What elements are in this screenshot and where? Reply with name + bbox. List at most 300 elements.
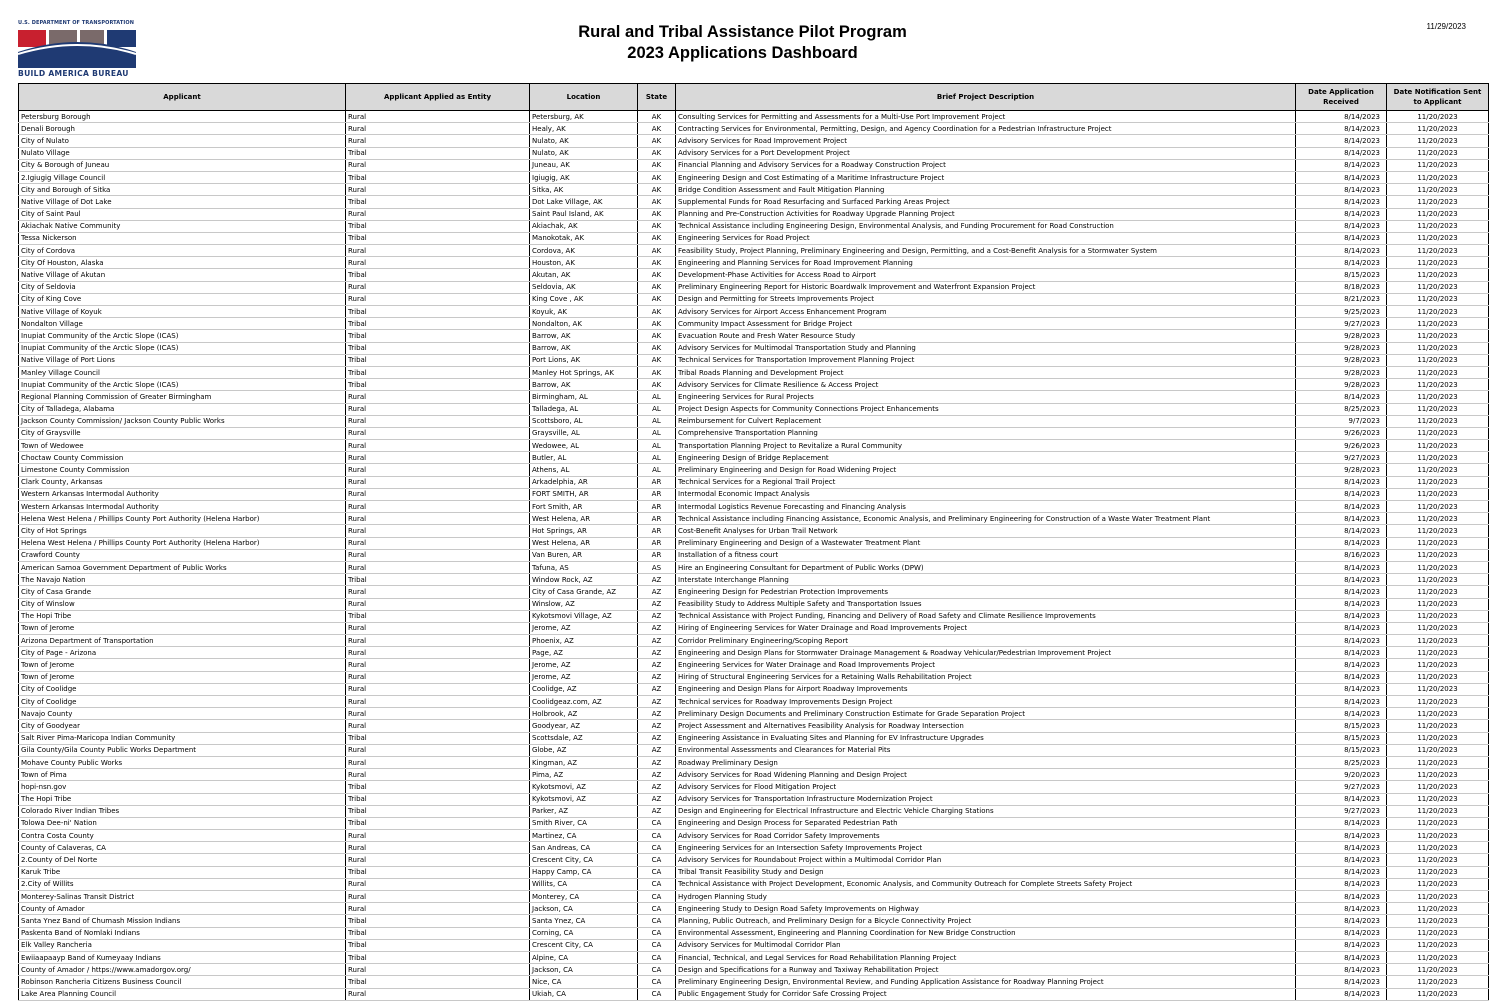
state-cell: AK — [638, 208, 676, 220]
entity-cell: Rural — [346, 683, 530, 695]
applicant-cell: City of Coolidge — [19, 683, 346, 695]
date-notified-cell: 11/20/2023 — [1387, 610, 1489, 622]
state-cell: AZ — [638, 756, 676, 768]
entity-cell: Rural — [346, 184, 530, 196]
description-cell: Advisory Services for Road Improvement Project — [676, 135, 1296, 147]
entity-cell: Rural — [346, 208, 530, 220]
table-row — [19, 501, 1489, 513]
entity-cell: Rural — [346, 464, 530, 476]
table-row — [19, 561, 1489, 573]
entity-cell: Rural — [346, 878, 530, 890]
applicant-cell: County of Calaveras, CA — [19, 842, 346, 854]
date-received-cell: 8/14/2023 — [1296, 854, 1387, 866]
location-cell: FORT SMITH, AR — [530, 488, 638, 500]
location-cell: Scottsdale, AZ — [530, 732, 638, 744]
col-header-location: Location — [530, 84, 638, 111]
date-notified-cell: 11/20/2023 — [1387, 488, 1489, 500]
entity-cell: Rural — [346, 135, 530, 147]
state-cell: AZ — [638, 793, 676, 805]
description-cell: Design and Engineering for Electrical Infrastructure and Electric Vehicle Charging Stations — [676, 805, 1296, 817]
table-row — [19, 744, 1489, 756]
location-cell: Nice, CA — [530, 976, 638, 988]
location-cell: Scottsboro, AL — [530, 415, 638, 427]
description-cell: Installation of a fitness court — [676, 549, 1296, 561]
entity-cell: Tribal — [346, 379, 530, 391]
state-cell: AZ — [638, 708, 676, 720]
location-cell: King Cove , AK — [530, 293, 638, 305]
table-row — [19, 549, 1489, 561]
description-cell: Engineering Services for Rural Projects — [676, 391, 1296, 403]
date-received-cell: 8/14/2023 — [1296, 842, 1387, 854]
date-received-cell: 9/27/2023 — [1296, 318, 1387, 330]
entity-cell: Rural — [346, 769, 530, 781]
table-row — [19, 720, 1489, 732]
applicant-cell: hopi-nsn.gov — [19, 781, 346, 793]
applicant-cell: Ewiiaapaayp Band of Kumeyaay Indians — [19, 951, 346, 963]
state-cell: AK — [638, 159, 676, 171]
state-cell: AZ — [638, 671, 676, 683]
date-notified-cell: 11/20/2023 — [1387, 342, 1489, 354]
table-header-row — [19, 84, 1489, 111]
applicant-cell: Manley Village Council — [19, 366, 346, 378]
applicant-cell: City of Graysville — [19, 427, 346, 439]
state-cell: AK — [638, 354, 676, 366]
date-received-cell: 8/14/2023 — [1296, 817, 1387, 829]
date-received-cell: 8/14/2023 — [1296, 976, 1387, 988]
page-subtitle: 2023 Applications Dashboard — [627, 44, 858, 62]
location-cell: Smith River, CA — [530, 817, 638, 829]
location-cell: San Andreas, CA — [530, 842, 638, 854]
entity-cell: Rural — [346, 391, 530, 403]
date-received-cell: 8/14/2023 — [1296, 525, 1387, 537]
date-received-cell: 8/14/2023 — [1296, 123, 1387, 135]
description-cell: Feasibility Study to Address Multiple Safety and Transportation Issues — [676, 598, 1296, 610]
state-cell: AZ — [638, 805, 676, 817]
date-notified-cell: 11/20/2023 — [1387, 440, 1489, 452]
location-cell: Ukiah, CA — [530, 988, 638, 1000]
entity-cell: Rural — [346, 671, 530, 683]
entity-cell: Rural — [346, 830, 530, 842]
table-row — [19, 622, 1489, 634]
applicant-cell: Nulato Village — [19, 147, 346, 159]
description-cell: Reimbursement for Culvert Replacement — [676, 415, 1296, 427]
location-cell: Kykotsmovi Village, AZ — [530, 610, 638, 622]
date-received-cell: 8/15/2023 — [1296, 732, 1387, 744]
date-received-cell: 8/21/2023 — [1296, 293, 1387, 305]
state-cell: AK — [638, 269, 676, 281]
date-notified-cell: 11/20/2023 — [1387, 720, 1489, 732]
description-cell: Advisory Services for Roundabout Project within a Multimodal Corridor Plan — [676, 854, 1296, 866]
description-cell: Preliminary Engineering Report for Historic Boardwalk Improvement and Waterfront Expansion Project — [676, 281, 1296, 293]
date-received-cell: 9/28/2023 — [1296, 366, 1387, 378]
table-row — [19, 440, 1489, 452]
state-cell: AZ — [638, 610, 676, 622]
table-row — [19, 111, 1489, 123]
date-received-cell: 9/27/2023 — [1296, 781, 1387, 793]
date-received-cell: 9/28/2023 — [1296, 354, 1387, 366]
col-header-date-notified: Date Notification Sent to Applicant — [1387, 84, 1489, 111]
table-row — [19, 452, 1489, 464]
entity-cell: Rural — [346, 501, 530, 513]
state-cell: CA — [638, 830, 676, 842]
table-row — [19, 354, 1489, 366]
location-cell: Igiugig, AK — [530, 171, 638, 183]
date-received-cell: 8/14/2023 — [1296, 501, 1387, 513]
state-cell: AK — [638, 171, 676, 183]
date-notified-cell: 11/20/2023 — [1387, 171, 1489, 183]
date-received-cell: 8/14/2023 — [1296, 696, 1387, 708]
state-cell: AL — [638, 415, 676, 427]
table-row — [19, 257, 1489, 269]
date-received-cell: 8/14/2023 — [1296, 220, 1387, 232]
date-received-cell: 8/14/2023 — [1296, 891, 1387, 903]
entity-cell: Rural — [346, 111, 530, 123]
applicant-cell: Santa Ynez Band of Chumash Mission Indians — [19, 915, 346, 927]
state-cell: AK — [638, 135, 676, 147]
state-cell: CA — [638, 988, 676, 1000]
description-cell: Contracting Services for Environmental, Permitting, Design, and Agency Coordination for a Pedestrian Infrastructure Project — [676, 123, 1296, 135]
entity-cell: Tribal — [346, 939, 530, 951]
table-row — [19, 842, 1489, 854]
date-notified-cell: 11/20/2023 — [1387, 756, 1489, 768]
entity-cell: Tribal — [346, 817, 530, 829]
state-cell: AR — [638, 476, 676, 488]
date-received-cell: 9/28/2023 — [1296, 342, 1387, 354]
entity-cell: Rural — [346, 245, 530, 257]
description-cell: Engineering Assistance in Evaluating Sites and Planning for EV Infrastructure Upgrades — [676, 732, 1296, 744]
description-cell: Corridor Preliminary Engineering/Scoping Report — [676, 635, 1296, 647]
description-cell: Comprehensive Transportation Planning — [676, 427, 1296, 439]
state-cell: AK — [638, 123, 676, 135]
date-notified-cell: 11/20/2023 — [1387, 574, 1489, 586]
entity-cell: Tribal — [346, 147, 530, 159]
table-row — [19, 988, 1489, 1000]
table-row — [19, 318, 1489, 330]
date-notified-cell: 11/20/2023 — [1387, 245, 1489, 257]
date-received-cell: 9/7/2023 — [1296, 415, 1387, 427]
entity-cell: Rural — [346, 622, 530, 634]
state-cell: CA — [638, 878, 676, 890]
location-cell: Pima, AZ — [530, 769, 638, 781]
description-cell: Evacuation Route and Fresh Water Resource Study — [676, 330, 1296, 342]
date-notified-cell: 11/20/2023 — [1387, 622, 1489, 634]
applicant-cell: The Navajo Nation — [19, 574, 346, 586]
applicant-cell: 2.Igiugig Village Council — [19, 171, 346, 183]
applicant-cell: City and Borough of Sitka — [19, 184, 346, 196]
description-cell: Engineering and Design Process for Separated Pedestrian Path — [676, 817, 1296, 829]
description-cell: Hiring of Structural Engineering Services for a Retaining Walls Rehabilitation Project — [676, 671, 1296, 683]
applicant-cell: Robinson Rancheria Citizens Business Council — [19, 976, 346, 988]
applicant-cell: Inupiat Community of the Arctic Slope (ICAS) — [19, 330, 346, 342]
description-cell: Engineering and Planning Services for Road Improvement Planning — [676, 257, 1296, 269]
state-cell: AZ — [638, 781, 676, 793]
applicant-cell: Inupiat Community of the Arctic Slope (ICAS) — [19, 379, 346, 391]
state-cell: AR — [638, 513, 676, 525]
state-cell: AL — [638, 403, 676, 415]
location-cell: Sitka, AK — [530, 184, 638, 196]
date-received-cell: 8/14/2023 — [1296, 647, 1387, 659]
location-cell: Kykotsmovi, AZ — [530, 793, 638, 805]
date-received-cell: 8/14/2023 — [1296, 171, 1387, 183]
location-cell: Nulato, AK — [530, 147, 638, 159]
date-received-cell: 8/14/2023 — [1296, 232, 1387, 244]
date-notified-cell: 11/20/2023 — [1387, 427, 1489, 439]
location-cell: Coolidge, AZ — [530, 683, 638, 695]
location-cell: Crescent City, CA — [530, 939, 638, 951]
date-notified-cell: 11/20/2023 — [1387, 476, 1489, 488]
location-cell: Arkadelphia, AR — [530, 476, 638, 488]
date-notified-cell: 11/20/2023 — [1387, 549, 1489, 561]
applicant-cell: Town of Wedowee — [19, 440, 346, 452]
state-cell: AK — [638, 330, 676, 342]
location-cell: Hot Springs, AR — [530, 525, 638, 537]
entity-cell: Rural — [346, 476, 530, 488]
description-cell: Environmental Assessments and Clearances for Material Pits — [676, 744, 1296, 756]
description-cell: Technical services for Roadway Improvements Design Project — [676, 696, 1296, 708]
table-row — [19, 232, 1489, 244]
state-cell: AZ — [638, 744, 676, 756]
table-row — [19, 903, 1489, 915]
table-row — [19, 171, 1489, 183]
description-cell: Intermodal Logistics Revenue Forecasting and Financing Analysis — [676, 501, 1296, 513]
date-notified-cell: 11/20/2023 — [1387, 891, 1489, 903]
applicant-cell: Crawford County — [19, 549, 346, 561]
date-notified-cell: 11/20/2023 — [1387, 964, 1489, 976]
location-cell: Manokotak, AK — [530, 232, 638, 244]
location-cell: Fort Smith, AR — [530, 501, 638, 513]
date-notified-cell: 11/20/2023 — [1387, 671, 1489, 683]
description-cell: Technical Assistance including Engineering Design, Environmental Analysis, and Funding Procurement for Road Construction — [676, 220, 1296, 232]
date-notified-cell: 11/20/2023 — [1387, 135, 1489, 147]
description-cell: Engineering and Design Plans for Airport Roadway Improvements — [676, 683, 1296, 695]
location-cell: Holbrook, AZ — [530, 708, 638, 720]
applicant-cell: Town of Jerome — [19, 671, 346, 683]
applicant-cell: City of Casa Grande — [19, 586, 346, 598]
date-notified-cell: 11/20/2023 — [1387, 939, 1489, 951]
date-received-cell: 8/16/2023 — [1296, 549, 1387, 561]
description-cell: Advisory Services for Road Corridor Safety Improvements — [676, 830, 1296, 842]
location-cell: Koyuk, AK — [530, 306, 638, 318]
date-notified-cell: 11/20/2023 — [1387, 769, 1489, 781]
state-cell: CA — [638, 964, 676, 976]
table-row — [19, 817, 1489, 829]
description-cell: Engineering Services for Water Drainage and Road Improvements Project — [676, 659, 1296, 671]
description-cell: Preliminary Engineering Design, Environmental Review, and Funding Application Assistance for Roadway Planning Project — [676, 976, 1296, 988]
date-notified-cell: 11/20/2023 — [1387, 708, 1489, 720]
state-cell: AK — [638, 196, 676, 208]
date-notified-cell: 11/20/2023 — [1387, 830, 1489, 842]
table-row — [19, 306, 1489, 318]
table-row — [19, 610, 1489, 622]
applicant-cell: Tessa Nickerson — [19, 232, 346, 244]
state-cell: CA — [638, 927, 676, 939]
state-cell: AK — [638, 318, 676, 330]
state-cell: AZ — [638, 696, 676, 708]
description-cell: Supplemental Funds for Road Resurfacing and Surfaced Parking Areas Project — [676, 196, 1296, 208]
table-row — [19, 464, 1489, 476]
date-received-cell: 8/14/2023 — [1296, 147, 1387, 159]
entity-cell: Tribal — [346, 232, 530, 244]
applicant-cell: Gila County/Gila County Public Works Department — [19, 744, 346, 756]
description-cell: Design and Permitting for Streets Improvements Project — [676, 293, 1296, 305]
applicant-cell: City of Saint Paul — [19, 208, 346, 220]
date-received-cell: 8/14/2023 — [1296, 622, 1387, 634]
state-cell: CA — [638, 891, 676, 903]
entity-cell: Tribal — [346, 196, 530, 208]
description-cell: Planning, Public Outreach, and Preliminary Design for a Bicycle Connectivity Project — [676, 915, 1296, 927]
table-row — [19, 513, 1489, 525]
location-cell: Saint Paul Island, AK — [530, 208, 638, 220]
location-cell: Barrow, AK — [530, 342, 638, 354]
date-notified-cell: 11/20/2023 — [1387, 208, 1489, 220]
date-received-cell: 9/27/2023 — [1296, 452, 1387, 464]
date-received-cell: 8/14/2023 — [1296, 184, 1387, 196]
entity-cell: Tribal — [346, 927, 530, 939]
agency-line: U.S. DEPARTMENT OF TRANSPORTATION — [18, 20, 134, 26]
location-cell: Window Rock, AZ — [530, 574, 638, 586]
description-cell: Project Assessment and Alternatives Feasibility Analysis for Roadway Intersection — [676, 720, 1296, 732]
date-received-cell: 8/25/2023 — [1296, 403, 1387, 415]
description-cell: Intermodal Economic Impact Analysis — [676, 488, 1296, 500]
date-received-cell: 8/14/2023 — [1296, 988, 1387, 1000]
table-row — [19, 245, 1489, 257]
date-notified-cell: 11/20/2023 — [1387, 635, 1489, 647]
entity-cell: Rural — [346, 123, 530, 135]
date-notified-cell: 11/20/2023 — [1387, 805, 1489, 817]
location-cell: Barrow, AK — [530, 330, 638, 342]
applicant-cell: Karuk Tribe — [19, 866, 346, 878]
state-cell: AR — [638, 488, 676, 500]
table-row — [19, 293, 1489, 305]
applicant-cell: City of Page - Arizona — [19, 647, 346, 659]
table-row — [19, 964, 1489, 976]
table-row — [19, 427, 1489, 439]
description-cell: Advisory Services for Flood Mitigation Project — [676, 781, 1296, 793]
entity-cell: Rural — [346, 586, 530, 598]
date-received-cell: 8/14/2023 — [1296, 793, 1387, 805]
table-row — [19, 659, 1489, 671]
description-cell: Technical Assistance with Project Development, Economic Analysis, and Community Outreach for Complete Streets Safety Project — [676, 878, 1296, 890]
location-cell: Talladega, AL — [530, 403, 638, 415]
table-row — [19, 708, 1489, 720]
entity-cell: Tribal — [346, 610, 530, 622]
applicant-cell: Native Village of Port Lions — [19, 354, 346, 366]
table-row — [19, 488, 1489, 500]
date-received-cell: 9/27/2023 — [1296, 805, 1387, 817]
applicant-cell: City of Coolidge — [19, 696, 346, 708]
entity-cell: Tribal — [346, 342, 530, 354]
description-cell: Preliminary Design Documents and Preliminary Construction Estimate for Grade Separation Project — [676, 708, 1296, 720]
state-cell: AK — [638, 306, 676, 318]
description-cell: Cost-Benefit Analyses for Urban Trail Network — [676, 525, 1296, 537]
applicant-cell: Inupiat Community of the Arctic Slope (ICAS) — [19, 342, 346, 354]
location-cell: Jackson, CA — [530, 964, 638, 976]
applicant-cell: Monterey-Salinas Transit District — [19, 891, 346, 903]
date-notified-cell: 11/20/2023 — [1387, 318, 1489, 330]
applicant-cell: Town of Jerome — [19, 622, 346, 634]
location-cell: Kykotsmovi, AZ — [530, 781, 638, 793]
date-received-cell: 9/28/2023 — [1296, 379, 1387, 391]
entity-cell: Tribal — [346, 915, 530, 927]
date-notified-cell: 11/20/2023 — [1387, 854, 1489, 866]
entity-cell: Tribal — [346, 269, 530, 281]
location-cell: Akutan, AK — [530, 269, 638, 281]
applicant-cell: Elk Valley Rancheria — [19, 939, 346, 951]
table-row — [19, 379, 1489, 391]
description-cell: Advisory Services for Climate Resilience & Access Project — [676, 379, 1296, 391]
location-cell: Globe, AZ — [530, 744, 638, 756]
location-cell: Coolidgeaz.com, AZ — [530, 696, 638, 708]
location-cell: Athens, AL — [530, 464, 638, 476]
date-received-cell: 8/14/2023 — [1296, 159, 1387, 171]
description-cell: Advisory Services for Multimodal Corridor Plan — [676, 939, 1296, 951]
applicant-cell: Paskenta Band of Nomlaki Indians — [19, 927, 346, 939]
applicant-cell: Native Village of Dot Lake — [19, 196, 346, 208]
entity-cell: Rural — [346, 598, 530, 610]
location-cell: Petersburg, AK — [530, 111, 638, 123]
description-cell: Interstate Interchange Planning — [676, 574, 1296, 586]
location-cell: City of Casa Grande, AZ — [530, 586, 638, 598]
date-received-cell: 8/14/2023 — [1296, 866, 1387, 878]
date-received-cell: 8/14/2023 — [1296, 683, 1387, 695]
entity-cell: Rural — [346, 525, 530, 537]
entity-cell: Rural — [346, 549, 530, 561]
date-notified-cell: 11/20/2023 — [1387, 561, 1489, 573]
location-cell: Phoenix, AZ — [530, 635, 638, 647]
date-notified-cell: 11/20/2023 — [1387, 586, 1489, 598]
date-notified-cell: 11/20/2023 — [1387, 866, 1489, 878]
description-cell: Advisory Services for Airport Access Enhancement Program — [676, 306, 1296, 318]
description-cell: Advisory Services for a Port Development Project — [676, 147, 1296, 159]
applicant-cell: 2.County of Del Norte — [19, 854, 346, 866]
entity-cell: Rural — [346, 744, 530, 756]
applicant-cell: County of Amador — [19, 903, 346, 915]
date-notified-cell: 11/20/2023 — [1387, 111, 1489, 123]
table-row — [19, 525, 1489, 537]
state-cell: AZ — [638, 659, 676, 671]
date-notified-cell: 11/20/2023 — [1387, 330, 1489, 342]
state-cell: AK — [638, 293, 676, 305]
state-cell: AL — [638, 427, 676, 439]
entity-cell: Rural — [346, 293, 530, 305]
state-cell: CA — [638, 903, 676, 915]
description-cell: Advisory Services for Multimodal Transportation Study and Planning — [676, 342, 1296, 354]
location-cell: Manley Hot Springs, AK — [530, 366, 638, 378]
state-cell: CA — [638, 976, 676, 988]
description-cell: Technical Services for Transportation Improvement Planning Project — [676, 354, 1296, 366]
description-cell: Hire an Engineering Consultant for Department of Public Works (DPW) — [676, 561, 1296, 573]
date-notified-cell: 11/20/2023 — [1387, 732, 1489, 744]
entity-cell: Rural — [346, 842, 530, 854]
table-row — [19, 781, 1489, 793]
description-cell: Roadway Preliminary Design — [676, 756, 1296, 768]
date-notified-cell: 11/20/2023 — [1387, 366, 1489, 378]
entity-cell: Tribal — [346, 781, 530, 793]
entity-cell: Rural — [346, 561, 530, 573]
date-notified-cell: 11/20/2023 — [1387, 220, 1489, 232]
table-row — [19, 123, 1489, 135]
date-notified-cell: 11/20/2023 — [1387, 147, 1489, 159]
applicant-cell: County of Amador / https://www.amadorgov.org/ — [19, 964, 346, 976]
date-notified-cell: 11/20/2023 — [1387, 269, 1489, 281]
applicant-cell: The Hopi Tribe — [19, 610, 346, 622]
entity-cell: Rural — [346, 756, 530, 768]
table-row — [19, 939, 1489, 951]
state-cell: AL — [638, 391, 676, 403]
applicant-cell: Colorado River Indian Tribes — [19, 805, 346, 817]
description-cell: Feasibility Study, Project Planning, Preliminary Engineering and Design, Permitting, and a Cost-Benefit Analysis for a Stormwater System — [676, 245, 1296, 257]
date-notified-cell: 11/20/2023 — [1387, 915, 1489, 927]
